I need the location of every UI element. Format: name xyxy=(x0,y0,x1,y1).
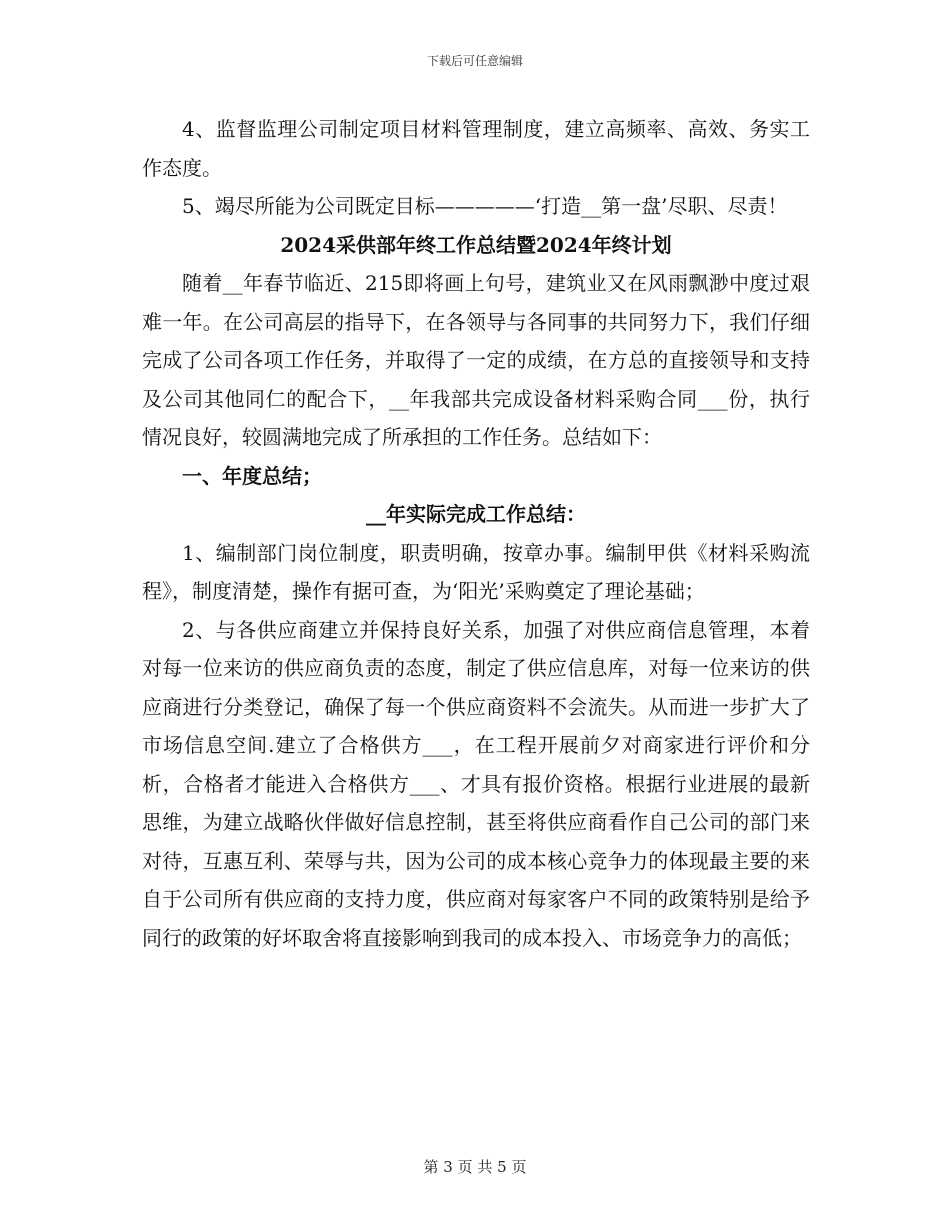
paragraph-item-4: 4、监督监理公司制定项目材料管理制度，建立高频率、高效、务实工作态度。 xyxy=(142,117,810,180)
document-body xyxy=(142,110,810,957)
section-heading-annual-summary: 一、年度总结； xyxy=(182,463,322,488)
page-number-footer: 第 3 页 共 5 页 xyxy=(423,1158,527,1176)
document-title: 2024采供部年终工作总结暨2024年终计划 xyxy=(280,232,672,257)
paragraph-intro: 随着__年春节临近、215即将画上句号，建筑业又在风雨飘渺中度过艰难一年。在公司高层的指导下，在各领导与各同事的共同努力下，我们仔细完成了公司各项工作任务，并取得了一定的成绩，在方总的直接领导和支持及公司其他同仁的配合下，__年我部共完成设备材料采购合同___份，执行情况良好，较圆满地完成了所承担的工作任务。总结如下： xyxy=(142,271,810,449)
page-header-note: 下载后可任意编辑 xyxy=(426,54,523,68)
subsection-heading-actual-work: __年实际完成工作总结： xyxy=(366,502,586,526)
paragraph-item-1: 1、编制部门岗位制度，职责明确，按章办事。编制甲供《材料采购流程》，制度清楚，操作有据可查，为‘阳光’采购奠定了理论基础； xyxy=(142,540,810,603)
paragraph-item-2: 2、与各供应商建立并保持良好关系，加强了对供应商信息管理，本着对每一位来访的供应商负责的态度，制定了供应信息库，对每一位来访的供应商进行分类登记，确保了每一个供应商资料不会流失。从而进一步扩大了市场信息空间.建立了合格供方___，在工程开展前夕对商家进行评价和分析，合格者才能进入合格供方___、才具有报价资格。根据行业进展的最新思维，为建立战略伙伴做好信息控制，甚至将供应商看作自己公司的部门来对待，互惠互利、荣辱与共，因为公司的成本核心竞争力的体现最主要的来自于公司所有供应商的支持力度，供应商对每家客户不同的政策特别是给予同行的政策的好坏取舍将直接影响到我司的成本投入、市场竞争力的高低； xyxy=(142,617,810,950)
paragraph-item-5: 5、竭尽所能为公司既定目标—————‘打造__第一盘’尽职、尽责！ xyxy=(182,194,788,218)
